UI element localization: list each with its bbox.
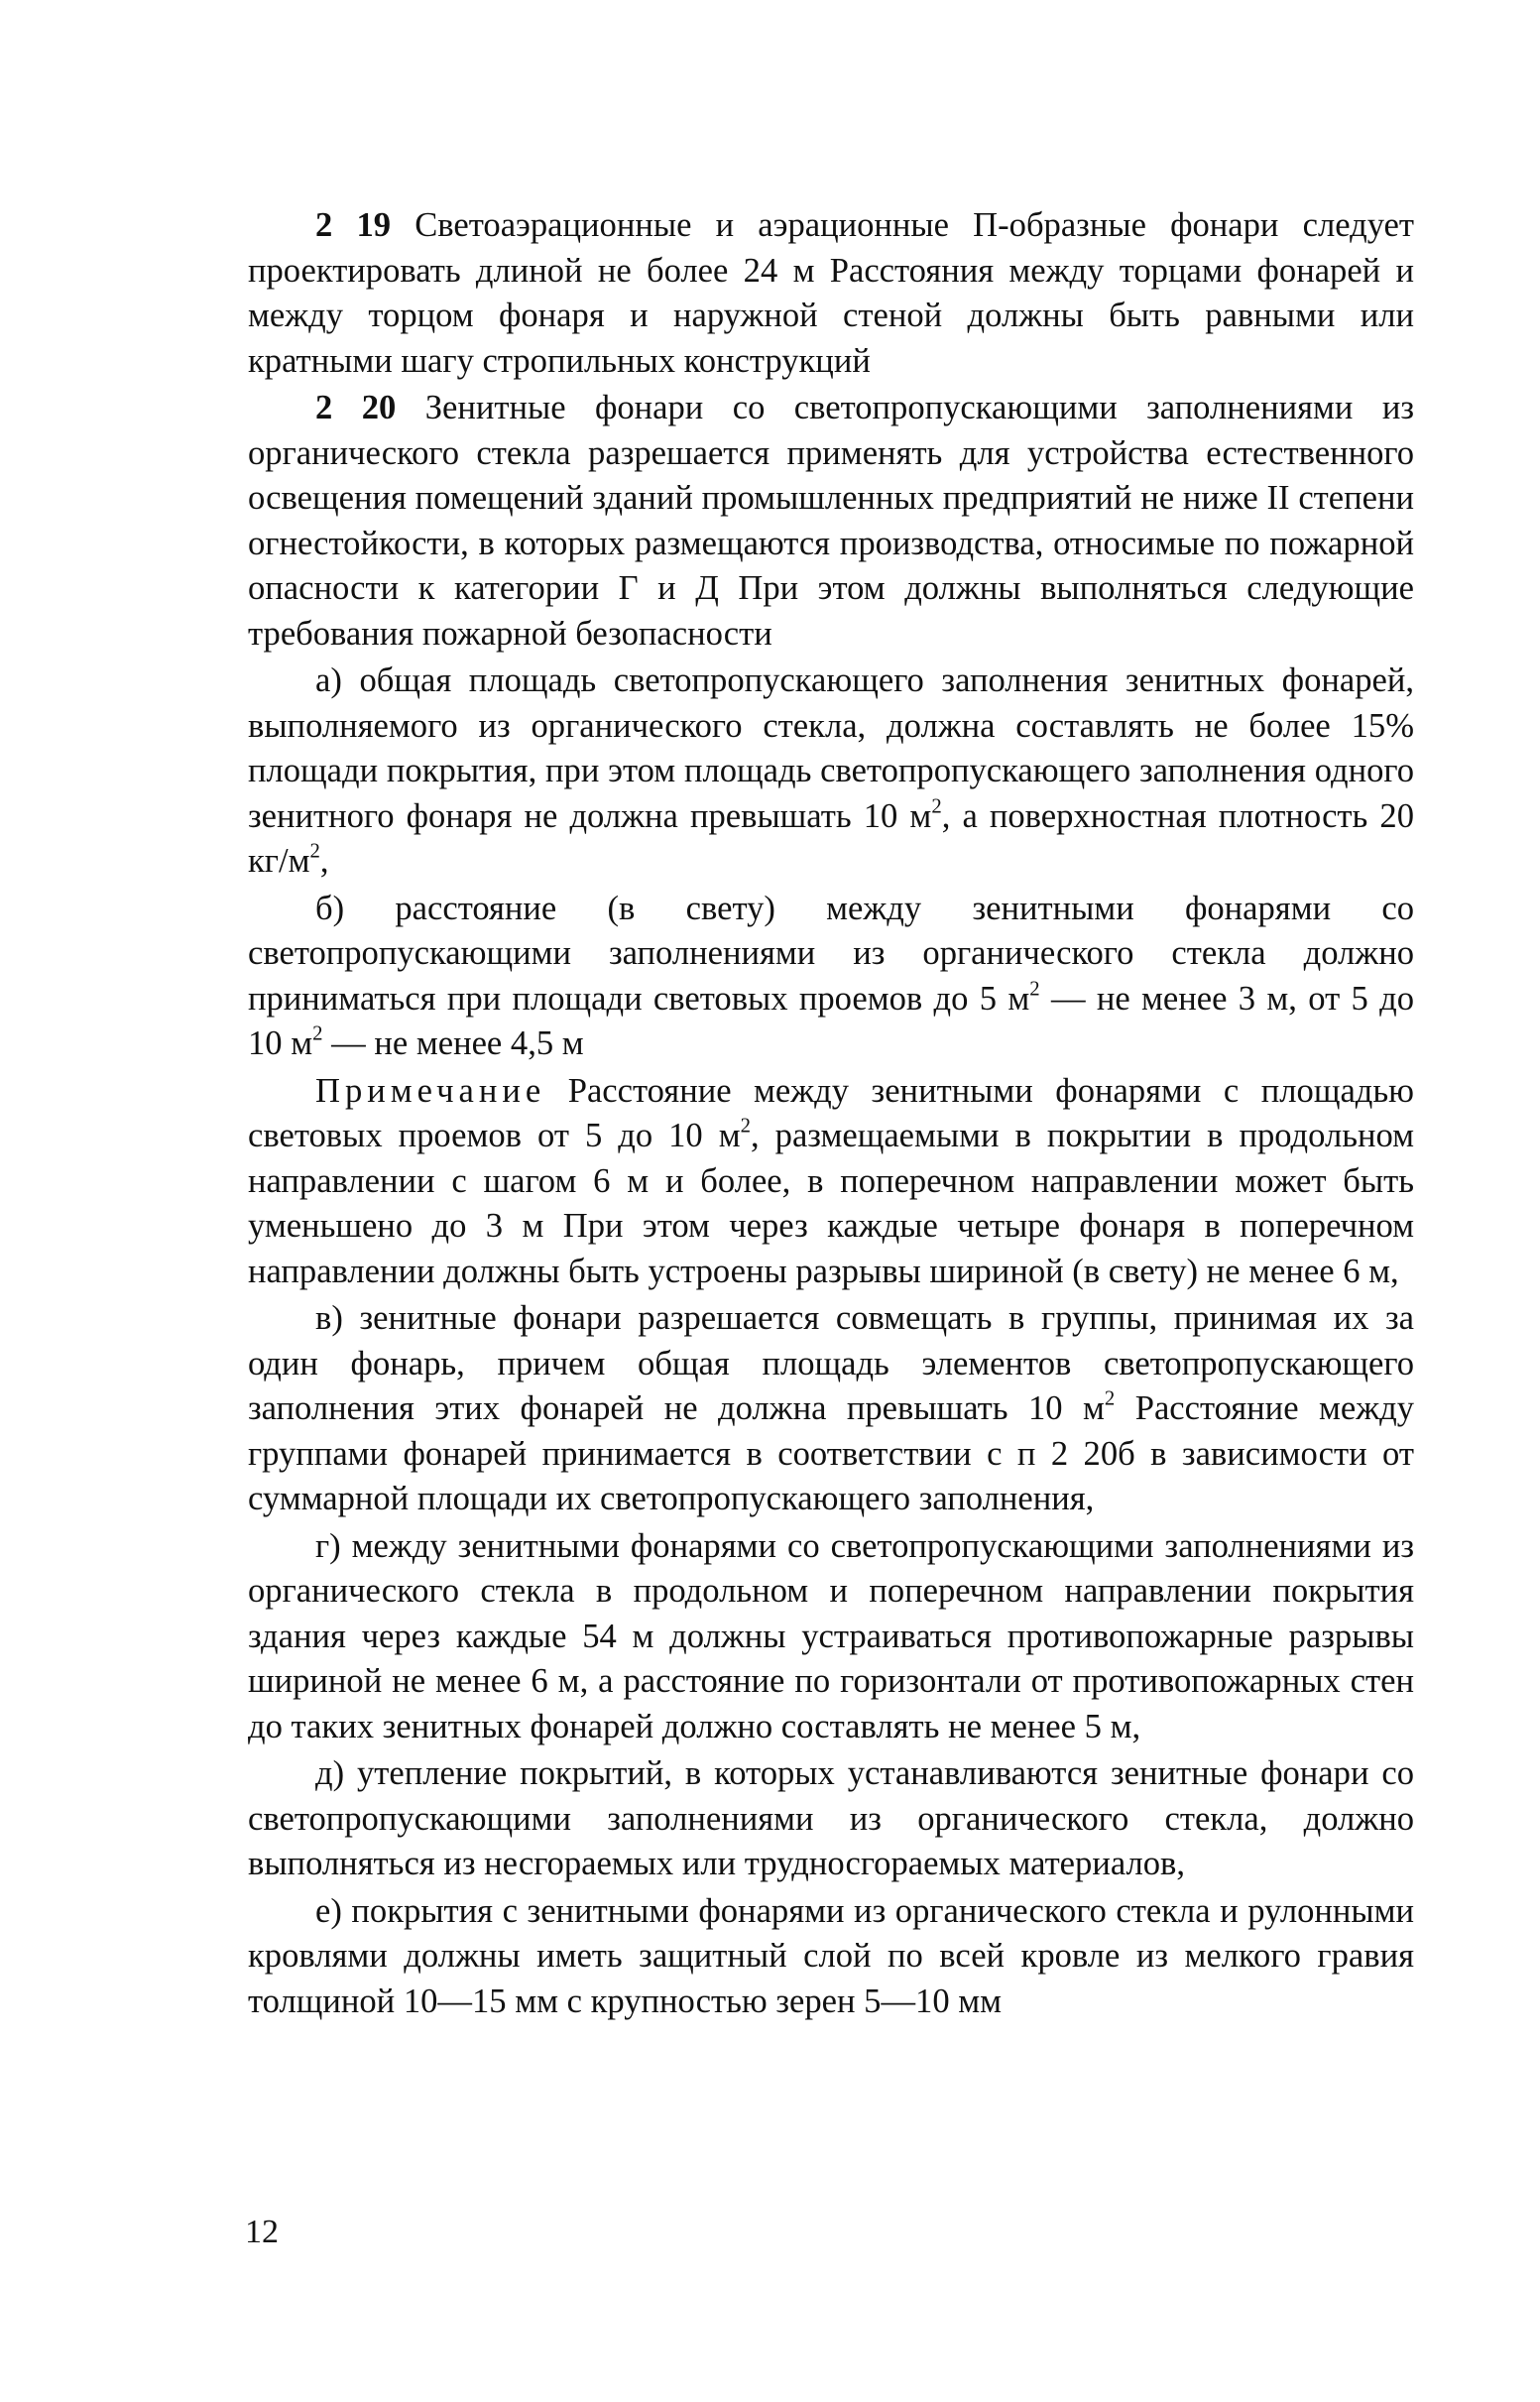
list-item-g: г) между зенитными фонарями со светопропускающими заполнениями из органического стекла в продольном и поперечном направлении покрытия здания через каждые 54 м должны устраиваться противопожарные разрывы шириной не менее 6 м, а расстояние по горизонтали от противопожарных стен до таких зенитных фонарей должно составлять не менее 5 м,	[248, 1526, 1414, 1745]
item-text: в) зенитные фонари разрешается совмещать в группы, принимая их за один фонарь, причем общая площадь элементов светопропускающего заполнения этих фонарей не должна превышать 10 м	[248, 1299, 1414, 1427]
superscript: 2	[931, 794, 942, 817]
list-item-a	[248, 659, 1414, 885]
paragraph-text: Светоаэрационные и аэрационные П-образные фонари следует проектировать длиной не более 24 м Расстояния между торцами фонарей и между торцом фонаря и наружной стеной должны быть равными или кратными шагу стропильных конструкций	[248, 206, 1414, 380]
list-item-d: д) утепление покрытий, в которых устанавливаются зенитные фонари со светопропускающими заполнениями из органического стекла, должно выполняться из несгораемых или трудносгораемых материалов,	[248, 1754, 1414, 1882]
page-number: 12	[245, 2214, 279, 2250]
superscript: 2	[1029, 977, 1040, 1000]
note-label: Примечание	[315, 1071, 546, 1110]
note-text: Расстояние между зенитными фонарями с площадью световых проемов от 5 до 10 м	[248, 1071, 1414, 1154]
list-item-v	[248, 1296, 1414, 1522]
item-text: б) расстояние (в свету) между зенитными фонарями со светопропускающими заполнениями из органического стекла должно приниматься при площади световых проемов до 5 м	[248, 889, 1414, 1018]
superscript: 2	[740, 1115, 751, 1138]
paragraph-text: Зенитные фонари со светопропускающими заполнениями из органического стекла разрешается применять для устройства естественного освещения помещений зданий промышленных предприятий не ниже II степени огнестойкости, в которых размещаются производства, относимые по пожарной опасности к категории Г и Д При этом должны выполняться следующие требования пожарной безопасности	[248, 389, 1414, 653]
list-item-b	[248, 887, 1414, 1067]
paragraph-2-20	[248, 386, 1414, 657]
clause-number: 2 20	[315, 389, 397, 426]
superscript: 2	[309, 840, 320, 863]
note-text: , размещаемыми в покрытии в продольном направлении с шагом 6 м и более, в поперечном направлении может быть уменьшено до 3 м При этом через каждые четыре фонаря в поперечном направлении должны быть устроены разрывы шириной (в свету) не менее 6 м,	[248, 1117, 1415, 1290]
item-text: — не менее 3 м, от 5 до 10 м	[248, 979, 1415, 1062]
item-text: Расстояние между группами фонарей принимается в соответствии с п 2 20б в зависимости от суммарной площади их светопропускающего заполнения,	[248, 1389, 1414, 1517]
main-text	[248, 203, 1414, 2026]
item-text: а) общая площадь светопропускающего заполнения зенитных фонарей, выполняемого из органического стекла, должна составлять не более 15% площади покрытия, при этом площадь светопропускающего заполнения одного зенитного фонаря не должна превышать 10 м	[248, 661, 1414, 835]
note-paragraph	[248, 1069, 1414, 1295]
item-text: — не менее 4,5 м	[322, 1024, 584, 1062]
item-text: , а поверхностная плотность 20 кг/м	[248, 796, 1414, 880]
paragraph-2-19	[248, 203, 1414, 384]
superscript: 2	[1104, 1387, 1116, 1410]
list-item-e: е) покрытия с зенитными фонарями из органического стекла и рулонными кровлями должны иметь защитный слой по всей кровле из мелкого гравия толщиной 10—15 мм с крупностью зерен 5—10 мм	[248, 1891, 1414, 2020]
superscript: 2	[312, 1022, 323, 1045]
item-text: ,	[319, 842, 329, 880]
clause-number: 2 19	[315, 206, 392, 244]
